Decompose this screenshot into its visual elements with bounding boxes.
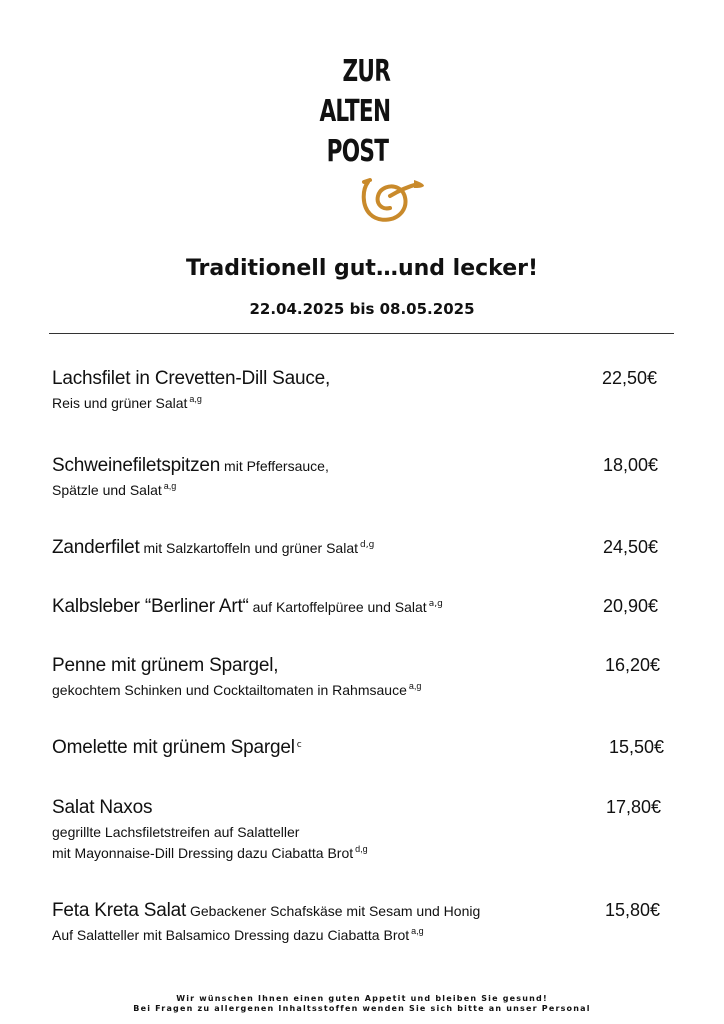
dish-name: Schweinefiletspitzen	[52, 455, 221, 476]
dish-description-line	[52, 823, 672, 840]
menu-item	[52, 797, 672, 861]
dish-name: Omelette mit grünem Spargel	[52, 737, 295, 758]
dish-price: 15,80€	[605, 900, 661, 920]
menu-item	[52, 368, 672, 411]
date-range: 22.04.2025 bis 08.05.2025	[249, 300, 475, 318]
dish-description-text: gekochtem Schinken und Cocktailtomaten in Rahmsauce	[52, 682, 407, 698]
dish-description-text: Auf Salatteller mit Balsamico Dressing dazu Ciabatta Brot	[52, 927, 410, 943]
restaurant-logo	[318, 52, 397, 172]
dish-description-line	[52, 481, 672, 498]
dish-description-text: Spätzle und Salat	[52, 482, 162, 498]
menu-item	[52, 737, 672, 759]
menu-item-row	[52, 455, 672, 477]
dish-description-line	[52, 681, 672, 698]
menu-item-row	[52, 537, 672, 559]
logo-line-2: ALTEN	[319, 94, 391, 129]
allergen-codes: c	[296, 740, 302, 750]
menu-item-row	[52, 655, 672, 677]
dish-description-inline: Gebackener Schafskäse mit Sesam und Honig	[186, 903, 481, 919]
dish-price: 18,00€	[603, 455, 659, 475]
dish-description-line	[52, 926, 672, 943]
dish-description-inline: auf Kartoffelpüree und Salat	[248, 599, 427, 615]
dish-name: Feta Kreta Salat	[52, 900, 187, 921]
dish-price: 24,50€	[603, 537, 659, 557]
menu-item-row	[52, 737, 672, 759]
dish-name: Lachsfilet in Crevetten-Dill Sauce,	[52, 368, 331, 389]
allergen-codes: a,g	[408, 681, 422, 691]
posthorn-icon	[360, 176, 426, 224]
dish-description-inline: mit Pfeffersauce,	[220, 458, 329, 474]
menu-item-row	[52, 900, 672, 922]
divider	[49, 333, 674, 334]
menu-item	[52, 655, 672, 698]
footer-line-1: Wir wünschen Ihnen einen guten Appetit und bleiben Sie gesund!	[176, 994, 548, 1003]
menu-item-row	[52, 596, 672, 618]
menu-item	[52, 596, 672, 618]
menu-item	[52, 537, 672, 559]
allergen-codes: d,g	[360, 540, 375, 550]
menu-item-row	[52, 797, 672, 819]
dish-name: Salat Naxos	[52, 797, 153, 818]
menu-item-row	[52, 368, 672, 390]
allergen-codes: a,g	[428, 599, 443, 609]
dish-description-text: gegrillte Lachsfiletstreifen auf Salatteller	[52, 824, 300, 840]
allergen-codes: d,g	[355, 844, 368, 854]
dish-price: 17,80€	[606, 797, 662, 817]
dish-price: 15,50€	[609, 737, 665, 757]
dish-description-text: Reis und grüner Salat	[52, 395, 188, 411]
dish-name: Kalbsleber “Berliner Art“	[52, 596, 249, 617]
dish-description-line	[52, 394, 672, 411]
dish-description-inline: mit Salzkartoffeln und grüner Salat	[139, 540, 358, 556]
dish-description-text: mit Mayonnaise-Dill Dressing dazu Ciabatta Brot	[52, 845, 354, 861]
dish-name: Zanderfilet	[52, 537, 140, 558]
footer-note	[0, 994, 724, 1014]
dish-price: 16,20€	[605, 655, 661, 675]
allergen-codes: a,g	[163, 481, 177, 491]
menu-item	[52, 900, 672, 943]
dish-price: 22,50€	[602, 368, 658, 388]
page-title: Traditionell gut…und lecker!	[185, 256, 539, 281]
footer-line-2: Bei Fragen zu allergenen Inhaltsstoffen wenden Sie sich bitte an unser Personal	[133, 1004, 591, 1013]
logo-line-3: POST	[326, 134, 389, 169]
dish-description-line	[52, 844, 672, 861]
allergen-codes: a,g	[189, 394, 202, 404]
dish-name: Penne mit grünem Spargel,	[52, 655, 279, 676]
dish-price: 20,90€	[603, 596, 659, 616]
menu-item	[52, 455, 672, 498]
allergen-codes: a,g	[411, 926, 424, 936]
logo-line-1: ZUR	[342, 54, 391, 89]
